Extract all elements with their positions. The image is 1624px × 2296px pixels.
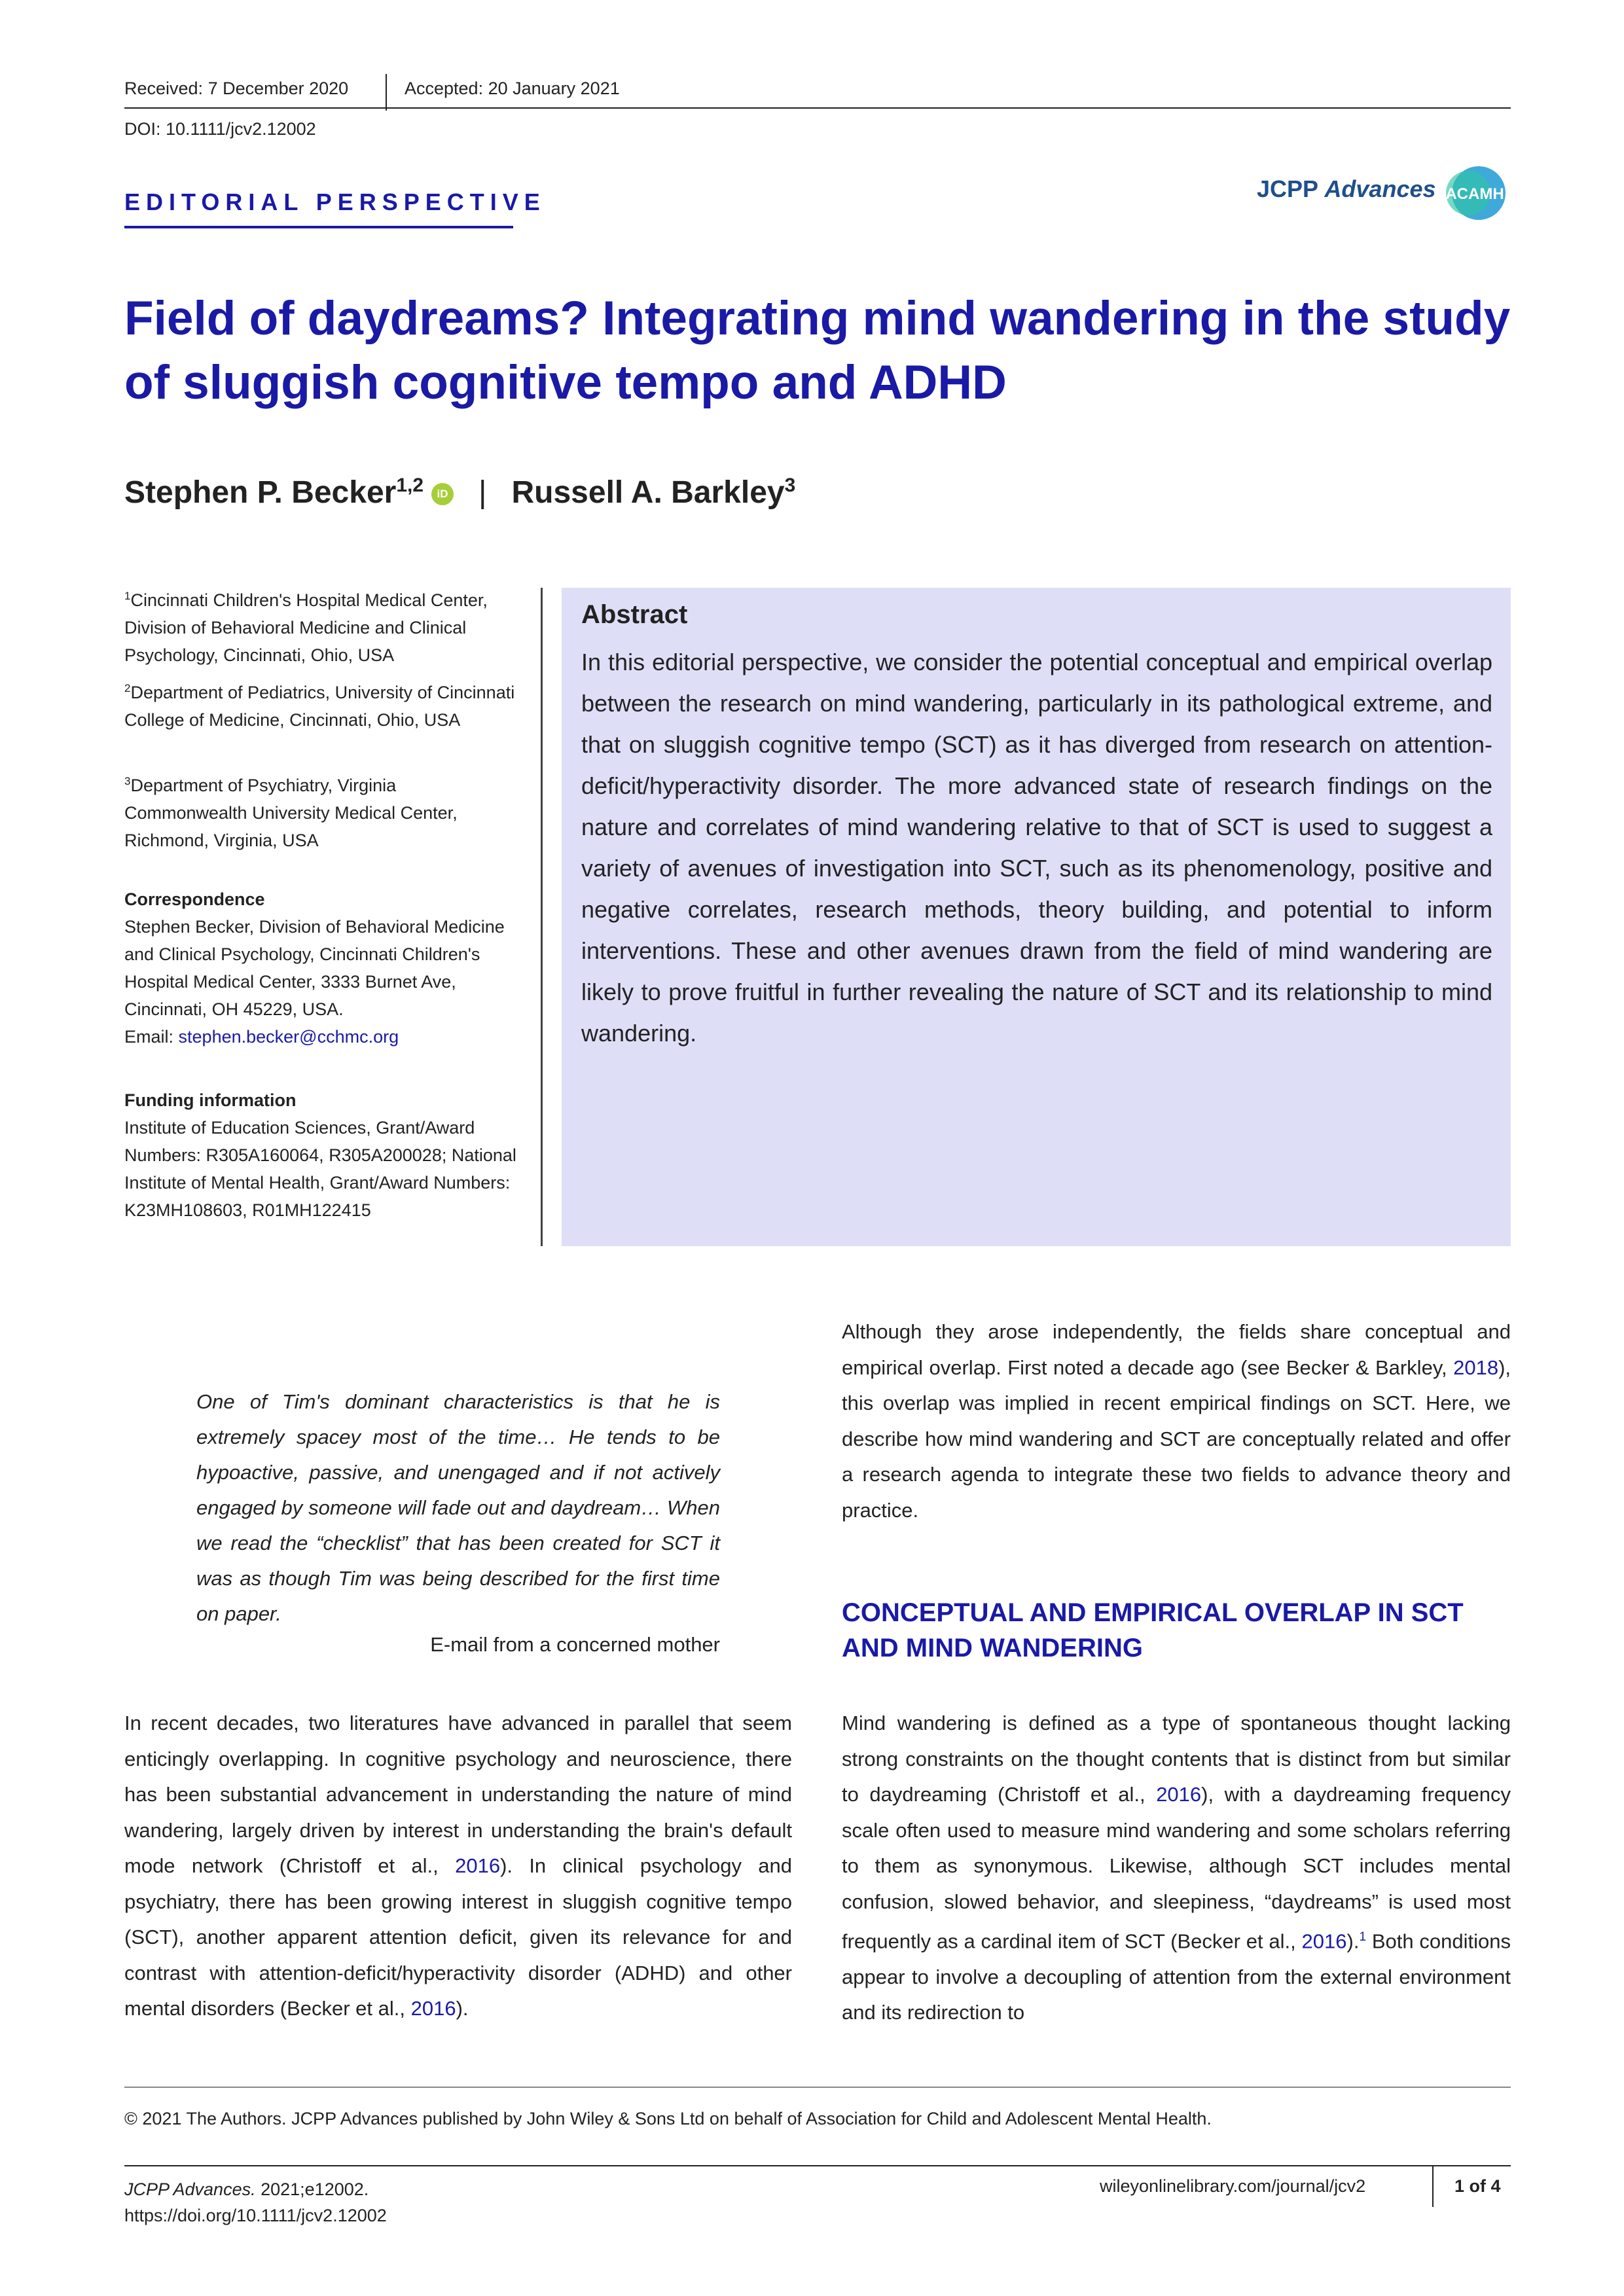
page-number: 1 of 4 bbox=[1454, 2176, 1501, 2196]
received-date: Received: 7 December 2020 bbox=[124, 79, 349, 98]
footer-separator bbox=[1432, 2165, 1434, 2207]
affiliation-2-num: 2 bbox=[124, 682, 131, 694]
author-1: Stephen P. Becker bbox=[124, 475, 397, 510]
affiliation-1-text: Cincinnati Children's Hospital Medical Center, Division of Behavioral Medicine and Clinical Psychology, Cincinnati, Ohio, USA bbox=[124, 590, 488, 665]
journal-ref-italic: JCPP Advances. bbox=[124, 2179, 256, 2199]
text-run: ). In clinical psychology and psychiatry, there has been growing interest in sluggish cognitive tempo (SCT), another apparent attention deficit, given its relevance for and contrast with attention-deficit/hyperactivity disorder (ADHD) and other mental disorders (Becker et al., bbox=[124, 1854, 792, 2020]
copyright-notice: © 2021 The Authors. JCPP Advances published by John Wiley & Sons Ltd on behalf of Association for Child and Adolescent Mental Health. bbox=[124, 2109, 1212, 2128]
funding-text: Institute of Education Sciences, Grant/Award Numbers: R305A160064, R305A200028; National Institute of Mental Health, Grant/Award Numbers: K23MH108603, R01MH122415 bbox=[124, 1118, 516, 1220]
affiliation-3-text: Department of Psychiatry, Virginia Commonwealth University Medical Center, Richmond, Virginia, USA bbox=[124, 776, 458, 850]
journal-ref: 2021;e12002. bbox=[255, 2179, 369, 2199]
author-2-affiliation: 3 bbox=[784, 475, 796, 496]
doi-header: DOI: 10.1111/jcv2.12002 bbox=[124, 119, 316, 139]
text-run: Although they arose independently, the fields share conceptual and empirical overlap. First noted a decade ago (see Becker & Barkley, bbox=[842, 1320, 1511, 1379]
journal-ref-line bbox=[124, 2176, 387, 2202]
epigraph-attribution: E-mail from a concerned mother bbox=[430, 1633, 720, 1656]
journal-citation bbox=[124, 2176, 387, 2229]
affiliation-3-num: 3 bbox=[124, 775, 131, 787]
orcid-icon[interactable]: iD bbox=[431, 483, 454, 505]
correspondence-email-line bbox=[124, 1023, 517, 1050]
text-run: ). bbox=[1346, 1929, 1360, 1953]
section-heading: CONCEPTUAL AND EMPIRICAL OVERLAP IN SCT AND MIND WANDERING bbox=[842, 1598, 1464, 1662]
text-run: ). bbox=[456, 1997, 469, 2020]
correspondence-text: Stephen Becker, Division of Behavioral Medicine and Clinical Psychology, Cincinnati Children's Hospital Medical Center, 3333 Burnet Ave, Cincinnati, OH 45229, USA. bbox=[124, 917, 505, 1019]
header-separator bbox=[386, 74, 387, 111]
email-label: Email: bbox=[124, 1027, 174, 1047]
text-run: Both conditions appear to involve a decoupling of attention from the external environment and its redirection to bbox=[842, 1929, 1511, 2024]
correspondence-block bbox=[124, 886, 517, 1050]
body-right-paragraph-2 bbox=[842, 1706, 1511, 2031]
citation-link[interactable]: 2018 bbox=[1453, 1355, 1499, 1379]
section-tag: EDITORIAL PERSPECTIVE bbox=[124, 188, 546, 215]
author-separator: | bbox=[478, 475, 487, 510]
author-1-affiliation: 1,2 bbox=[396, 475, 424, 496]
section-tag-underline bbox=[124, 226, 513, 228]
affiliation-2-text: Department of Pediatrics, University of Cincinnati College of Medicine, Cincinnati, Ohio, USA bbox=[124, 683, 515, 730]
body-right-paragraph-1 bbox=[842, 1314, 1511, 1528]
email-link[interactable]: stephen.becker@cchmc.org bbox=[178, 1027, 399, 1047]
citation-link[interactable]: 2016 bbox=[1301, 1929, 1347, 1953]
affiliation-3 bbox=[124, 768, 517, 854]
abstract-text: In this editorial perspective, we consider the potential conceptual and empirical overlap between the research on mind wandering, particularly in its pathological extreme, and that on sluggish cognitive tempo (SCT) as it has diverged from research on attention-deficit/hyperactivity disorder. The more advanced state of research findings on the nature and correlates of mind wandering relative to that of SCT is used to suggest a variety of avenues of investigation into SCT, such as its phenomenology, positive and negative correlates, research methods, theory building, and potential to inform interventions. These and other avenues drawn from the field of mind wandering are likely to prove fruitful in further revealing the nature of SCT and its relationship to mind wandering. bbox=[581, 649, 1492, 1047]
website-link[interactable]: wileyonlinelibrary.com/journal/jcv2 bbox=[1100, 2176, 1366, 2196]
footnote-link[interactable]: 1 bbox=[1359, 1930, 1367, 1944]
affiliation-1-num: 1 bbox=[124, 590, 131, 602]
acamh-logo-text: ACAMH bbox=[1445, 185, 1504, 203]
citation-link[interactable]: 2016 bbox=[410, 1997, 456, 2020]
body-left-paragraph bbox=[124, 1706, 792, 2027]
footer-rule bbox=[124, 2165, 1511, 2166]
affiliation-2 bbox=[124, 675, 517, 734]
doi-url[interactable]: https://doi.org/10.1111/jcv2.12002 bbox=[124, 2206, 387, 2225]
citation-link[interactable]: 2016 bbox=[1156, 1783, 1202, 1806]
affiliation-1 bbox=[124, 583, 517, 669]
abstract-heading: Abstract bbox=[581, 600, 688, 629]
citation-link[interactable]: 2016 bbox=[455, 1854, 501, 1877]
sidebar-divider bbox=[541, 588, 543, 1246]
correspondence-heading: Correspondence bbox=[124, 889, 265, 909]
journal-logo-text bbox=[1257, 175, 1436, 203]
text-run: Mind wandering is defined as a type of spontaneous thought lacking strong constraints on the thought contents that is distinct from but similar to daydreaming (Christoff et al., bbox=[842, 1712, 1511, 1806]
text-run: ), this overlap was implied in recent empirical findings on SCT. Here, we describe how mind wandering and SCT are conceptually related and offer a research agenda to integrate these two fields to advance theory and practice. bbox=[842, 1355, 1511, 1522]
accepted-date: Accepted: 20 January 2021 bbox=[405, 79, 620, 98]
funding-block bbox=[124, 1086, 517, 1224]
text-run: In recent decades, two literatures have advanced in parallel that seem enticingly overlapping. In cognitive psychology and neuroscience, there has been substantial advancement in understanding the nature of mind wandering, largely driven by interest in understanding the brain's default mode network (Christoff et al., bbox=[124, 1712, 792, 1877]
journal-name-italic: Advances bbox=[1324, 175, 1436, 202]
text-run: ), with a daydreaming frequency scale often used to measure mind wandering and some scholars referring to them as synonymous. Likewise, although SCT includes mental confusion, slowed behavior, and sleepiness, “daydreams” is used most frequently as a cardinal item of SCT (Becker et al., bbox=[842, 1783, 1511, 1953]
article-title: Field of daydreams? Integrating mind wandering in the study of sluggish cognitive tempo and ADHD bbox=[124, 292, 1511, 409]
funding-heading: Funding information bbox=[124, 1090, 297, 1110]
footer-rule-top bbox=[124, 2087, 1511, 2088]
epigraph-quote: One of Tim's dominant characteristics is that he is extremely spacey most of the time… He tends to be hypoactive, passive, and unengaged and if not actively engaged by someone will fade out and daydream… When we read the “checklist” that has been created for SCT it was as though Tim was being described for the first time on paper. bbox=[196, 1390, 720, 1625]
journal-name: JCPP bbox=[1257, 175, 1318, 202]
author-list bbox=[124, 475, 795, 511]
acamh-logo bbox=[1442, 165, 1507, 221]
header-rule bbox=[124, 107, 1511, 109]
author-2: Russell A. Barkley bbox=[511, 475, 785, 510]
